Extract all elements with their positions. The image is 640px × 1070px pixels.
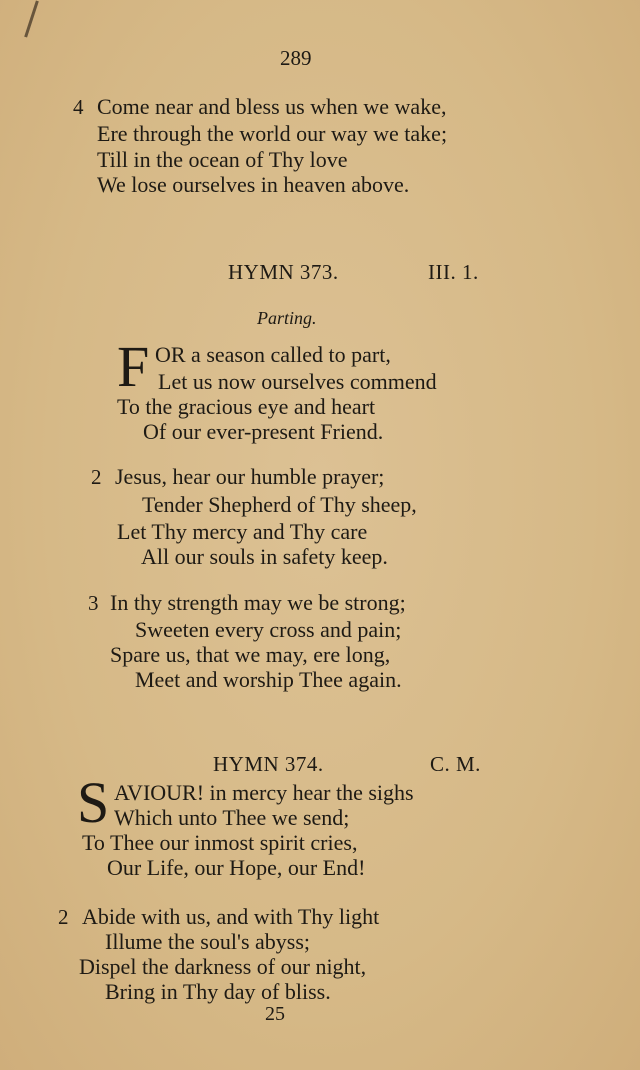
drop-cap: S	[77, 770, 110, 835]
hymn-title: HYMN 373.	[228, 260, 339, 284]
verse-line: Illume the soul's abyss;	[105, 929, 311, 954]
hymn-subtitle: Parting.	[257, 308, 317, 328]
hymn-title: HYMN 374.	[213, 752, 324, 776]
verse-line: Tender Shepherd of Thy sheep,	[142, 492, 417, 517]
verse-line: Our Life, our Hope, our End!	[107, 855, 366, 880]
verse-line: Which unto Thee we send;	[114, 805, 350, 830]
verse-line: To the gracious eye and heart	[117, 394, 376, 419]
hymn-meter: III. 1.	[428, 260, 479, 284]
verse-line: Ere through the world our way we take;	[97, 121, 448, 146]
verse-line: Bring in Thy day of bliss.	[105, 979, 331, 1004]
stanza-number: 2	[58, 905, 69, 929]
stanza-number: 3	[88, 591, 99, 615]
stanza-number: 2	[91, 465, 102, 489]
signature-mark: 25	[265, 1003, 285, 1025]
verse-line: Jesus, hear our humble prayer;	[115, 464, 385, 489]
verse-line: Let us now ourselves commend	[158, 369, 437, 394]
verse-line: Till in the ocean of Thy love	[97, 147, 348, 172]
page-number: 289	[280, 46, 312, 70]
verse-line: Spare us, that we may, ere long,	[110, 642, 391, 667]
drop-cap: F	[117, 334, 150, 399]
hymn-meter: C. M.	[430, 752, 481, 776]
verse-line: Of our ever-present Friend.	[143, 419, 384, 444]
verse-line: AVIOUR! in mercy hear the sighs	[114, 780, 414, 805]
verse-line: Dispel the darkness of our night,	[79, 954, 367, 979]
verse-line: All our souls in safety keep.	[141, 544, 388, 569]
verse-line: Abide with us, and with Thy light	[82, 904, 380, 929]
page-blemish	[24, 0, 39, 37]
verse-line: Let Thy mercy and Thy care	[117, 519, 368, 544]
verse-line: To Thee our inmost spirit cries,	[82, 830, 358, 855]
verse-line: Sweeten every cross and pain;	[135, 617, 402, 642]
verse-line: Come near and bless us when we wake,	[97, 94, 447, 119]
verse-line: In thy strength may we be strong;	[110, 590, 406, 615]
verse-line: We lose ourselves in heaven above.	[97, 172, 410, 197]
verse-line: OR a season called to part,	[155, 342, 391, 367]
verse-line: Meet and worship Thee again.	[135, 667, 402, 692]
stanza-number: 4	[73, 95, 84, 119]
